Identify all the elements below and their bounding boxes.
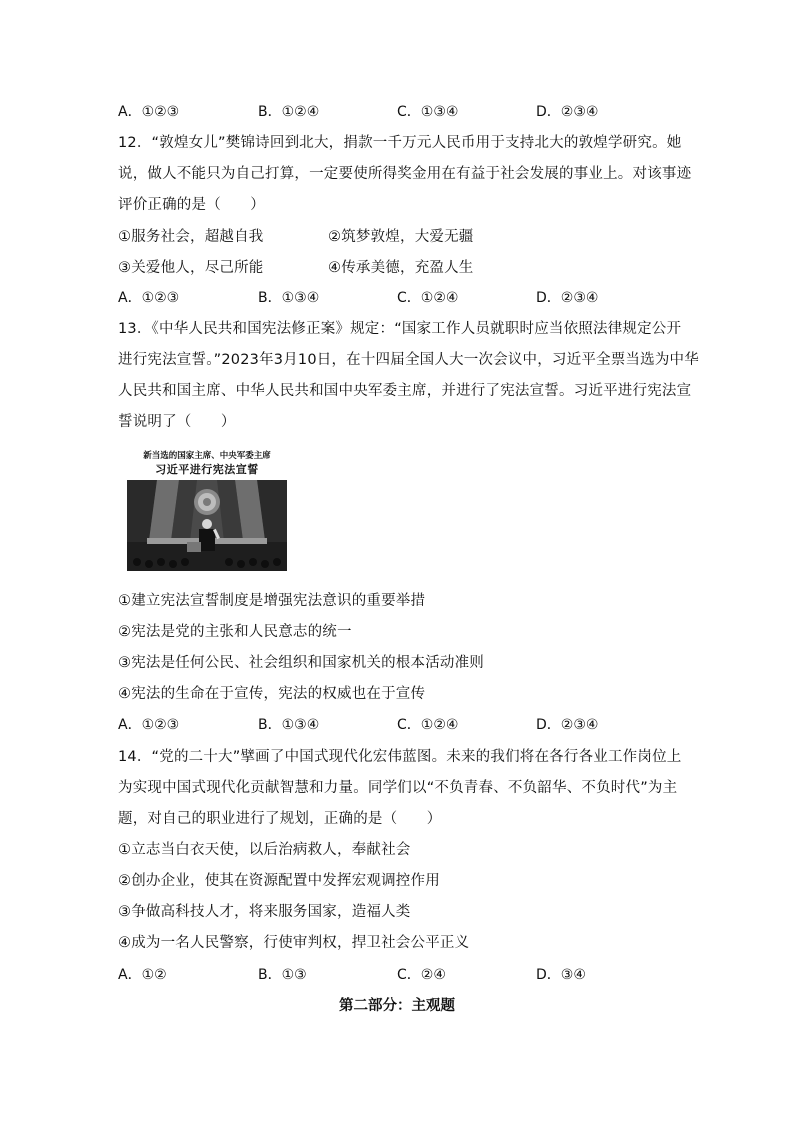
q14-stem-line: 题，对自己的职业进行了规划，正确的是（ ） bbox=[118, 811, 442, 827]
photo-caption-main: 习近平进行宪法宣誓 bbox=[155, 463, 259, 476]
q13-statement: ②宪法是党的主张和人民意志的统一 bbox=[118, 624, 352, 640]
q12-statement: ①服务社会，超越自我 bbox=[118, 229, 264, 245]
q14-stem-line: 为实现中国式现代化贡献智慧和力量。同学们以“不负青春、不负韶华、不负时代”为主 bbox=[118, 780, 678, 796]
q13-stem-line: 人民共和国主席、中华人民共和国中央军委主席，并进行了宪法宣誓。习近平进行宪法宣 bbox=[118, 383, 692, 399]
option-d: D．③④ bbox=[536, 967, 586, 983]
option-a: A．①②③ bbox=[118, 290, 180, 306]
q13-statement: ④宪法的生命在于宣传，宪法的权威也在于宣传 bbox=[118, 686, 426, 702]
option-b: B．①②④ bbox=[258, 104, 320, 120]
q13-statement: ③宪法是任何公民、社会组织和国家机关的根本活动准则 bbox=[118, 655, 484, 671]
q12-statement: ④传承美德，充盈人生 bbox=[328, 260, 474, 276]
q13-statement: ①建立宪法宣誓制度是增强宪法意识的重要举措 bbox=[118, 593, 426, 609]
q12-statement: ②筑梦敦煌，大爱无疆 bbox=[328, 229, 474, 245]
option-c: C．①②④ bbox=[397, 717, 459, 733]
option-b: B．①③④ bbox=[258, 717, 320, 733]
q12-stem-line: 说，做人不能只为自己打算，一定要使所得奖金用在有益于社会发展的事业上。对该事迹 bbox=[118, 166, 692, 182]
q14-statement: ③争做高科技人才，将来服务国家，造福人类 bbox=[118, 904, 411, 920]
option-d: D．②③④ bbox=[536, 717, 599, 733]
section-title: 第二部分：主观题 bbox=[339, 998, 455, 1014]
q14-statement: ④成为一名人民警察，行使审判权，捍卫社会公平正义 bbox=[118, 935, 470, 951]
option-a: A．①② bbox=[118, 967, 167, 983]
q12-stem-line: 12．“敦煌女儿”樊锦诗回到北大，捐款一千万元人民币用于支持北大的敦煌学研究。她 bbox=[118, 135, 682, 151]
oath-photo bbox=[127, 450, 287, 571]
q13-stem-line: 13．《中华人民共和国宪法修正案》规定：“国家工作人员就职时应当依照法律规定公开 bbox=[118, 321, 682, 337]
option-d: D．②③④ bbox=[536, 104, 599, 120]
option-a: A．①②③ bbox=[118, 717, 180, 733]
option-d: D．②③④ bbox=[536, 290, 599, 306]
option-c: C．②④ bbox=[397, 967, 446, 983]
option-b: B．①③④ bbox=[258, 290, 320, 306]
option-a: A．①②③ bbox=[118, 104, 180, 120]
option-c: C．①②④ bbox=[397, 290, 459, 306]
q14-stem-line: 14．“党的二十大”擘画了中国式现代化宏伟蓝图。未来的我们将在各行各业工作岗位上 bbox=[118, 749, 682, 765]
q14-statement: ①立志当白衣天使，以后治病救人，奉献社会 bbox=[118, 842, 411, 858]
q12-statement: ③关爱他人，尽己所能 bbox=[118, 260, 264, 276]
option-b: B．①③ bbox=[258, 967, 307, 983]
photo-image bbox=[127, 480, 287, 571]
option-c: C．①③④ bbox=[397, 104, 459, 120]
photo-caption-top: 新当选的国家主席、中央军委主席 bbox=[143, 451, 271, 461]
q13-stem-line: 誓说明了（ ） bbox=[118, 414, 236, 430]
q14-statement: ②创办企业，使其在资源配置中发挥宏观调控作用 bbox=[118, 873, 440, 889]
q12-stem-line: 评价正确的是（ ） bbox=[118, 197, 265, 213]
q13-stem-line: 进行宪法宣誓。”2023年3月10日，在十四届全国人大一次会议中，习近平全票当选为中华 bbox=[118, 352, 699, 368]
